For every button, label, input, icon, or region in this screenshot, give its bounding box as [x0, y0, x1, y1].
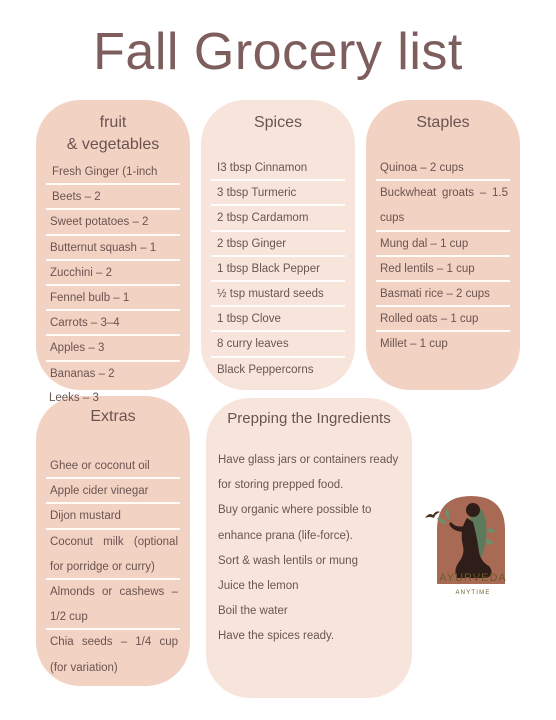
list-item: Dijon mustard — [36, 504, 190, 529]
list-item: 1/2 cup — [36, 605, 190, 630]
list-item: Have the spices ready. — [218, 630, 335, 643]
prepping-list — [206, 448, 412, 650]
list-item: for storing prepped food. — [218, 479, 344, 492]
extras-card — [36, 396, 190, 686]
logo-name: AYURVEDA — [439, 572, 507, 584]
list-item: Red lentils – 1 cup — [366, 257, 520, 282]
logo-tagline: ANYTIME — [455, 590, 491, 596]
list-item: enhance prana (life-force). — [218, 529, 353, 542]
spices-card-title: Spices — [253, 114, 303, 131]
extras-list — [36, 454, 190, 681]
extras-card-title: Extras — [90, 408, 136, 425]
list-item: (for variation) — [50, 661, 118, 674]
staples-list — [366, 156, 520, 358]
staples-card-title: Staples — [416, 114, 470, 131]
prepping-card — [206, 398, 412, 698]
fruit-list — [36, 160, 190, 387]
list-item: 8 curry leaves — [201, 332, 355, 357]
list-item: Boil the water — [218, 605, 288, 618]
list-item: Apple cider vinegar — [36, 479, 190, 504]
list-item: Basmati rice – 2 cups — [366, 282, 520, 307]
list-item: Beets – 2 — [36, 185, 190, 210]
page-title: Fall Grocery list — [93, 23, 463, 81]
list-item: Black Peppercorns — [217, 363, 314, 376]
list-item: for porridge or curry) — [36, 555, 190, 580]
fruit-title-line1: fruit — [99, 114, 127, 131]
list-item: Sort & wash lentils or mung — [218, 554, 358, 567]
list-item: Butternut squash – 1 — [36, 236, 190, 261]
list-item: Mung dal – 1 cup — [366, 232, 520, 257]
list-item: 3 tbsp Turmeric — [201, 181, 355, 206]
list-item: 1 tbsp Black Pepper — [201, 257, 355, 282]
list-item: Coconut milk (optional — [50, 535, 178, 548]
list-item: Chia seeds – 1/4 cup — [50, 636, 178, 649]
fruit-card-title — [36, 112, 190, 156]
list-item: 1 tbsp Clove — [201, 307, 355, 332]
list-item: Quinoa – 2 cups — [366, 156, 520, 181]
list-item: Juice the lemon — [218, 579, 299, 592]
list-item: Ghee or coconut oil — [36, 454, 190, 479]
staples-card — [366, 100, 520, 390]
list-item: Carrots – 3–4 — [36, 311, 190, 336]
list-item: I3 tbsp Cinnamon — [201, 156, 355, 181]
fruit-vegetables-card — [36, 100, 190, 390]
woman-meditating-logo-icon — [423, 470, 519, 610]
list-item: cups — [366, 206, 520, 231]
list-item: Millet – 1 cup — [380, 338, 448, 351]
list-item: 2 tbsp Cardamom — [201, 206, 355, 231]
list-item: Rolled oats – 1 cup — [366, 307, 520, 332]
prepping-card-title: Prepping the Ingredients — [227, 410, 391, 427]
list-item: Apples – 3 — [36, 336, 190, 361]
list-item: Zucchini – 2 — [36, 261, 190, 286]
list-item: Fennel bulb – 1 — [36, 286, 190, 311]
spices-list — [201, 156, 355, 383]
spices-card — [201, 100, 355, 390]
list-item: Have glass jars or containers ready — [218, 454, 399, 466]
list-item: Bananas – 2 — [50, 367, 115, 380]
fruit-overflow-item: Leeks – 3 — [49, 392, 99, 404]
list-item: Buckwheat groats – 1.5 — [380, 187, 508, 200]
list-item: Fresh Ginger (1-inch — [36, 160, 190, 185]
list-item: Almonds or cashews – — [50, 585, 178, 598]
list-item: 2 tbsp Ginger — [201, 232, 355, 257]
list-item: Sweet potatoes – 2 — [36, 210, 190, 235]
fruit-title-line2: & vegetables — [66, 136, 160, 153]
list-item: Buy organic where possible to — [218, 504, 372, 517]
list-item: ½ tsp mustard seeds — [201, 282, 355, 307]
